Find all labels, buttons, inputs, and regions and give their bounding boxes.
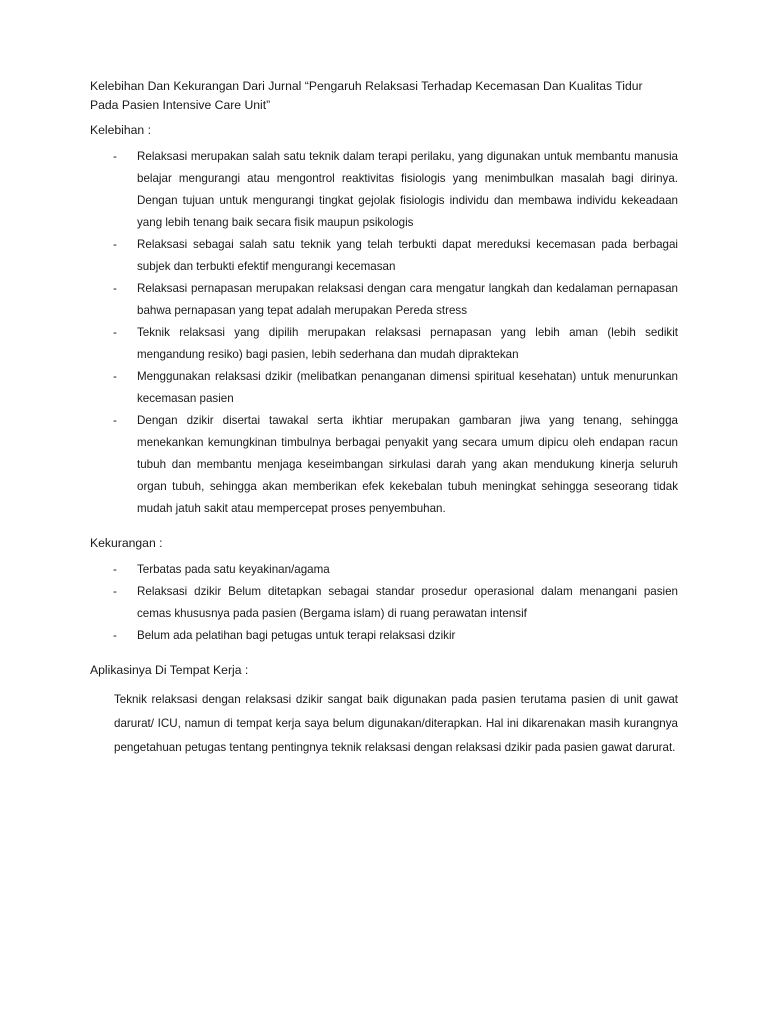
list-item-text: Relaksasi merupakan salah satu teknik dalam terapi perilaku, yang digunakan untuk membantu manusia belajar mengurangi atau mengontrol reaktivitas fisiologis yang menimbulkan masalah bagi dirinya. Dengan tujuan untuk mengurangi tingkat gejolak fisiologis individu dan membawa individu kekeadaan yang lebih tenang baik secara fisik maupun psikologis	[137, 150, 678, 229]
list-item-text: Relaksasi dzikir Belum ditetapkan sebagai standar prosedur operasional dalam menangani pasien cemas khususnya pada pasien (Bergama islam) di ruang perawatan intensif	[137, 585, 678, 620]
document-title	[90, 77, 678, 115]
bullet-dash: -	[113, 563, 117, 576]
bullet-dash: -	[113, 414, 117, 427]
list-item-text: Dengan dzikir disertai tawakal serta ikhtiar merupakan gambaran jiwa yang tenang, sehingga menekankan kemungkinan timbulnya berbagai penyakit yang secara umum dipicu oleh endapan racun tubuh dan membantu menjaga keseimbangan sirkulasi darah yang akan mendukung kinerja seluruh organ tubuh, sehingga akan memberikan efek kekebalan tubuh meningkat sehingga seseorang tidak mudah jatuh sakit atau mempercepat proses penyembuhan.	[137, 414, 678, 515]
bullet-dash: -	[113, 629, 117, 642]
title-line-1: Kelebihan Dan Kekurangan Dari Jurnal “Pengaruh Relaksasi Terhadap Kecemasan Dan Kualitas Tidur	[90, 79, 643, 93]
kelebihan-heading: Kelebihan :	[90, 123, 151, 137]
list-item-text: Terbatas pada satu keyakinan/agama	[137, 563, 330, 576]
list-item-text: Teknik relaksasi yang dipilih merupakan relaksasi pernapasan yang lebih aman (lebih sedikit mengandung resiko) bagi pasien, lebih sederhana dan mudah dipraktekan	[137, 326, 678, 361]
title-line-2: Pada Pasien Intensive Care Unit”	[90, 98, 271, 112]
list-item-text: Menggunakan relaksasi dzikir (melibatkan penanganan dimensi spiritual kesehatan) untuk menurunkan kecemasan pasien	[137, 370, 678, 405]
list-item	[90, 366, 678, 410]
aplikasi-heading: Aplikasinya Di Tempat Kerja :	[90, 663, 249, 677]
list-item-text: Relaksasi sebagai salah satu teknik yang telah terbukti dapat mereduksi kecemasan pada berbagai subjek dan terbukti efektif mengurangi kecemasan	[137, 238, 678, 273]
list-item	[90, 581, 678, 625]
kekurangan-list	[90, 559, 678, 647]
bullet-dash: -	[113, 585, 117, 598]
kelebihan-list	[90, 146, 678, 520]
bullet-dash: -	[113, 238, 117, 251]
list-item-text: Relaksasi pernapasan merupakan relaksasi dengan cara mengatur langkah dan kedalaman pernapasan bahwa pernapasan yang tepat adalah merupakan Pereda stress	[137, 282, 678, 317]
bullet-dash: -	[113, 370, 117, 383]
bullet-dash: -	[113, 326, 117, 339]
list-item	[90, 559, 678, 581]
list-item-text: Belum ada pelatihan bagi petugas untuk terapi relaksasi dzikir	[137, 629, 456, 642]
bullet-dash: -	[113, 150, 117, 163]
aplikasi-paragraph: Teknik relaksasi dengan relaksasi dzikir sangat baik digunakan pada pasien terutama pasien di unit gawat darurat/ ICU, namun di tempat kerja saya belum digunakan/diterapkan. Hal ini dikarenakan masih kurangnya pengetahuan petugas tentang pentingnya teknik relaksasi dengan relaksasi dzikir pada pasien gawat darurat.	[114, 693, 678, 754]
list-item	[90, 410, 678, 520]
list-item	[90, 278, 678, 322]
bullet-dash: -	[113, 282, 117, 295]
list-item	[90, 234, 678, 278]
list-item	[90, 146, 678, 234]
kekurangan-heading: Kekurangan :	[90, 536, 163, 550]
list-item	[90, 625, 678, 647]
list-item	[90, 322, 678, 366]
